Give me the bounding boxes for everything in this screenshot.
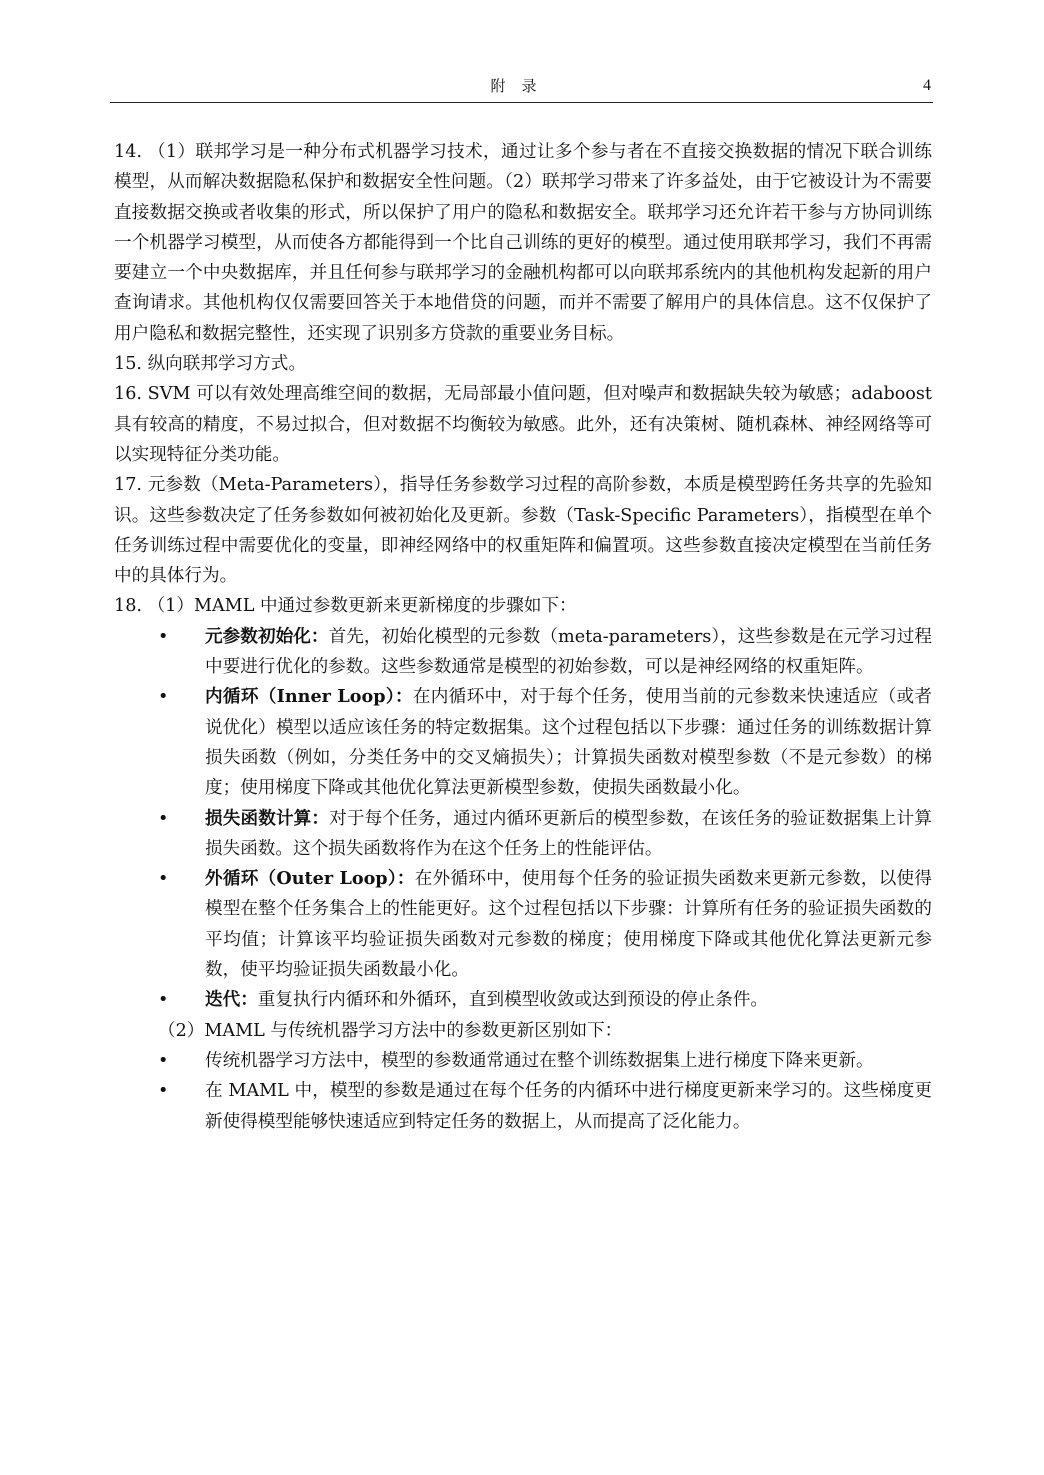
bullet-icon: • — [158, 1081, 169, 1102]
bullet-icon: • — [158, 1050, 169, 1071]
header-title: 附录 — [490, 77, 553, 95]
list-item — [114, 1046, 932, 1076]
list-item — [114, 622, 932, 683]
answer-content — [114, 137, 932, 1137]
step-term: 迭代： — [205, 989, 258, 1011]
bullet-icon: • — [158, 626, 169, 647]
step-term: 元参数初始化： — [205, 625, 329, 647]
bullet-icon: • — [158, 808, 169, 829]
list-item — [114, 985, 932, 1015]
step-term: 外循环（Outer Loop）： — [205, 868, 415, 890]
answer-18-intro: 18. （1）MAML 中通过参数更新来更新梯度的步骤如下： — [114, 596, 577, 617]
step-text: 对于每个任务，通过内循环更新后的模型参数，在该任务的验证数据集上计算损失函数。这个损失函数将作为在这个任务上的性能评估。 — [205, 808, 932, 859]
list-item — [114, 1076, 932, 1137]
step-term: 内循环（Inner Loop）： — [205, 686, 413, 708]
list-item — [114, 682, 932, 803]
page-header — [110, 74, 933, 103]
answer-14: 14. （1）联邦学习是一种分布式机器学习技术，通过让多个参与者在不直接交换数据的情况下联合训练模型，从而解决数据隐私保护和数据安全性问题。（2）联邦学习带来了许多益处，由于它被设计为不需要直接数据交换或者收集的形式，所以保护了用户的隐私和数据安全。联邦学习还允许若干参与方协同训练一个机器学习模型，从而使各方都能得到一个比自己训练的更好的模型。通过使用联邦学习，我们不再需要建立一个中央数据库，并且任何参与联邦学习的金融机构都可以向联邦系统内的其他机构发起新的用户查询请求。其他机构仅仅需要回答关于本地借贷的问题，而并不需要了解用户的具体信息。这不仅保护了用户隐私和数据完整性，还实现了识别多方贷款的重要业务目标。 — [114, 142, 932, 344]
diff-text: 传统机器学习方法中，模型的参数通常通过在整个训练数据集上进行梯度下降来更新。 — [205, 1050, 874, 1071]
page-number: 4 — [923, 77, 931, 94]
step-term: 损失函数计算： — [205, 807, 330, 829]
answer-15: 15. 纵向联邦学习方式。 — [114, 354, 306, 375]
bullet-icon: • — [158, 869, 169, 890]
step-text: 在外循环中，使用每个任务的验证损失函数来更新元参数，以使得模型在整个任务集合上的性能更好。这个过程包括以下步骤：计算所有任务的验证损失函数的平均值；计算该平均验证损失函数对元参数的梯度；使用梯度下降或其他优化算法更新元参数，使平均验证损失函数最小化。 — [205, 869, 932, 981]
maml-steps-list — [114, 622, 932, 1016]
bullet-icon: • — [158, 990, 169, 1011]
step-text: 首先，初始化模型的元参数（meta-parameters），这些参数是在元学习过程中要进行优化的参数。这些参数通常是模型的初始参数，可以是神经网络的权重矩阵。 — [205, 626, 932, 678]
list-item — [114, 864, 932, 985]
step-text: 重复执行内循环和外循环，直到模型收敛或达到预设的停止条件。 — [257, 990, 769, 1011]
step-text: 在内循环中，对于每个任务，使用当前的元参数来快速适应（或者说优化）模型以适应该任务的特定数据集。这个过程包括以下步骤：通过任务的训练数据计算损失函数（例如，分类任务中的交叉熵损失）；计算损失函数对模型参数（不是元参数）的梯度；使用梯度下降或其他优化算法更新模型参数，使损失函数最小化。 — [205, 687, 932, 799]
answer-17: 17. 元参数（Meta-Parameters），指导任务参数学习过程的高阶参数，本质是模型跨任务共享的先验知识。这些参数决定了任务参数如何被初始化及更新。参数（Task-Specific Parameters），指模型在单个任务训练过程中需要优化的变量，即神经网络中的权重矩阵和偏置项。这些参数直接决定模型在当前任务中的具体行为。 — [114, 475, 932, 587]
answer-18-part2: （2）MAML 与传统机器学习方法中的参数更新区别如下： — [158, 1020, 623, 1041]
maml-diff-list — [114, 1046, 932, 1137]
bullet-icon: • — [158, 687, 169, 708]
list-item — [114, 804, 932, 865]
answer-16: 16. SVM 可以有效处理高维空间的数据，无局部最小值问题，但对噪声和数据缺失较为敏感；adaboost 具有较高的精度，不易过拟合，但对数据不均衡较为敏感。此外，还有决策树、随机森林、神经网络等可以实现特征分类功能。 — [114, 384, 932, 465]
diff-text: 在 MAML 中，模型的参数是通过在每个任务的内循环中进行梯度更新来学习的。这些梯度更新使得模型能够快速适应到特定任务的数据上，从而提高了泛化能力。 — [205, 1081, 932, 1132]
